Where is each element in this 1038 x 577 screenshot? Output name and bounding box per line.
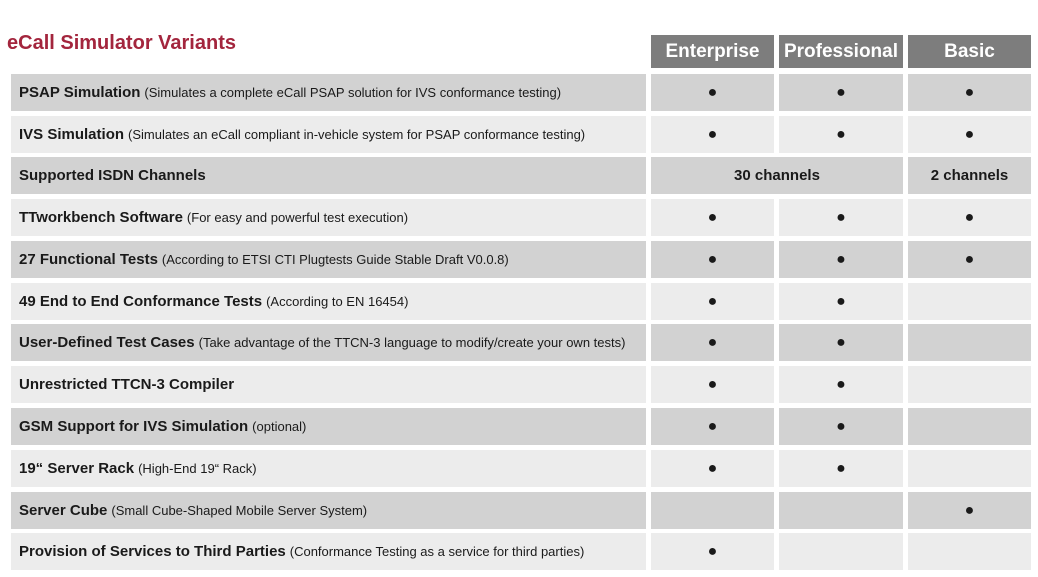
column-header-professional: Professional	[779, 35, 903, 68]
feature-label	[11, 116, 646, 153]
basic-cell: 2 channels	[908, 157, 1031, 194]
feature-label	[11, 408, 646, 445]
bullet-icon: ●	[964, 83, 975, 101]
bullet-icon: ●	[707, 333, 718, 351]
basic-cell	[908, 533, 1031, 570]
table-row	[0, 366, 1038, 403]
feature-name: 49 End to End Conformance Tests	[19, 293, 263, 310]
bullet-icon: ●	[836, 333, 846, 351]
bullet-icon: ●	[964, 501, 975, 519]
table-row	[0, 492, 1038, 529]
bullet-icon: ●	[836, 292, 846, 310]
table-row	[0, 199, 1038, 236]
bullet-icon: ●	[707, 459, 718, 477]
enterprise-cell	[651, 283, 774, 320]
feature-label	[11, 283, 646, 320]
column-header-enterprise: Enterprise	[651, 35, 774, 68]
feature-name: Server Cube	[19, 502, 108, 519]
table-row	[0, 450, 1038, 487]
feature-label	[11, 533, 646, 570]
feature-name: 27 Functional Tests	[19, 251, 158, 268]
feature-description: (According to ETSI CTI Plugtests Guide Stable Draft V0.0.8)	[161, 252, 509, 267]
professional-cell	[779, 324, 903, 361]
feature-description: (Simulates a complete eCall PSAP solution for IVS conformance testing)	[144, 85, 562, 100]
bullet-icon: ●	[707, 417, 718, 435]
feature-name: IVS Simulation	[19, 126, 125, 143]
professional-cell	[779, 199, 903, 236]
feature-label	[11, 74, 646, 111]
basic-cell	[908, 283, 1031, 320]
feature-description: (For easy and powerful test execution)	[186, 210, 409, 225]
professional-cell	[779, 366, 903, 403]
feature-description: (High-End 19“ Rack)	[138, 461, 257, 476]
feature-name: PSAP Simulation	[19, 84, 141, 101]
bullet-icon: ●	[836, 250, 846, 268]
feature-label	[11, 324, 646, 361]
bullet-icon: ●	[836, 417, 846, 435]
feature-description: (Small Cube-Shaped Mobile Server System)	[111, 503, 368, 518]
feature-name: GSM Support for IVS Simulation	[19, 418, 249, 435]
table-row	[0, 283, 1038, 320]
table-row	[0, 241, 1038, 278]
feature-label	[11, 157, 646, 194]
feature-name: Supported ISDN Channels	[19, 167, 206, 184]
enterprise-cell	[651, 366, 774, 403]
table-row	[0, 74, 1038, 111]
bullet-icon: ●	[707, 292, 718, 310]
bullet-icon: ●	[964, 250, 975, 268]
feature-label	[11, 492, 646, 529]
feature-name: TTworkbench Software	[19, 209, 183, 226]
feature-name: 19“ Server Rack	[19, 460, 135, 477]
bullet-icon: ●	[707, 208, 718, 226]
bullet-icon: ●	[707, 83, 718, 101]
bullet-icon: ●	[964, 125, 975, 143]
table-row	[0, 533, 1038, 570]
feature-label	[11, 450, 646, 487]
enterprise-cell	[651, 533, 774, 570]
table-row	[0, 408, 1038, 445]
bullet-icon: ●	[707, 125, 718, 143]
professional-cell	[779, 283, 903, 320]
feature-description: (Simulates an eCall compliant in-vehicle system for PSAP conformance testing)	[128, 127, 586, 142]
bullet-icon: ●	[836, 208, 846, 226]
feature-name: User-Defined Test Cases	[19, 334, 195, 351]
professional-cell	[779, 74, 903, 111]
bullet-icon: ●	[707, 375, 718, 393]
basic-cell	[908, 366, 1031, 403]
bullet-icon: ●	[836, 459, 846, 477]
enterprise-cell	[651, 408, 774, 445]
table-row	[0, 157, 1038, 194]
bullet-icon: ●	[707, 250, 718, 268]
enterprise-cell	[651, 450, 774, 487]
page-title: eCall Simulator Variants	[7, 32, 236, 54]
table-row	[0, 116, 1038, 153]
enterprise-cell	[651, 74, 774, 111]
professional-cell	[779, 492, 903, 529]
basic-cell	[908, 116, 1031, 153]
feature-description: (Take advantage of the TTCN-3 language to modify/create your own tests)	[198, 335, 626, 350]
professional-cell	[779, 408, 903, 445]
basic-cell	[908, 74, 1031, 111]
enterprise-cell	[651, 324, 774, 361]
feature-label	[11, 241, 646, 278]
feature-label	[11, 199, 646, 236]
feature-description: (optional)	[252, 419, 307, 434]
professional-cell	[779, 450, 903, 487]
basic-cell	[908, 408, 1031, 445]
feature-description: (Conformance Testing as a service for third parties)	[289, 544, 585, 559]
professional-cell	[779, 241, 903, 278]
enterprise-cell	[651, 492, 774, 529]
table-row	[0, 324, 1038, 361]
basic-cell	[908, 492, 1031, 529]
basic-cell	[908, 450, 1031, 487]
professional-cell	[779, 116, 903, 153]
basic-cell	[908, 324, 1031, 361]
enterprise-professional-cell: 30 channels	[651, 157, 903, 194]
enterprise-cell	[651, 116, 774, 153]
bullet-icon: ●	[836, 375, 846, 393]
feature-name: Provision of Services to Third Parties	[19, 543, 286, 560]
bullet-icon: ●	[707, 542, 718, 560]
feature-label	[11, 366, 646, 403]
enterprise-cell	[651, 199, 774, 236]
basic-cell	[908, 241, 1031, 278]
bullet-icon: ●	[836, 83, 846, 101]
enterprise-cell	[651, 241, 774, 278]
feature-description: (According to EN 16454)	[266, 294, 409, 309]
professional-cell	[779, 533, 903, 570]
feature-name: Unrestricted TTCN-3 Compiler	[19, 376, 235, 393]
bullet-icon: ●	[836, 125, 846, 143]
bullet-icon: ●	[964, 208, 975, 226]
basic-cell	[908, 199, 1031, 236]
column-header-basic: Basic	[908, 35, 1031, 68]
